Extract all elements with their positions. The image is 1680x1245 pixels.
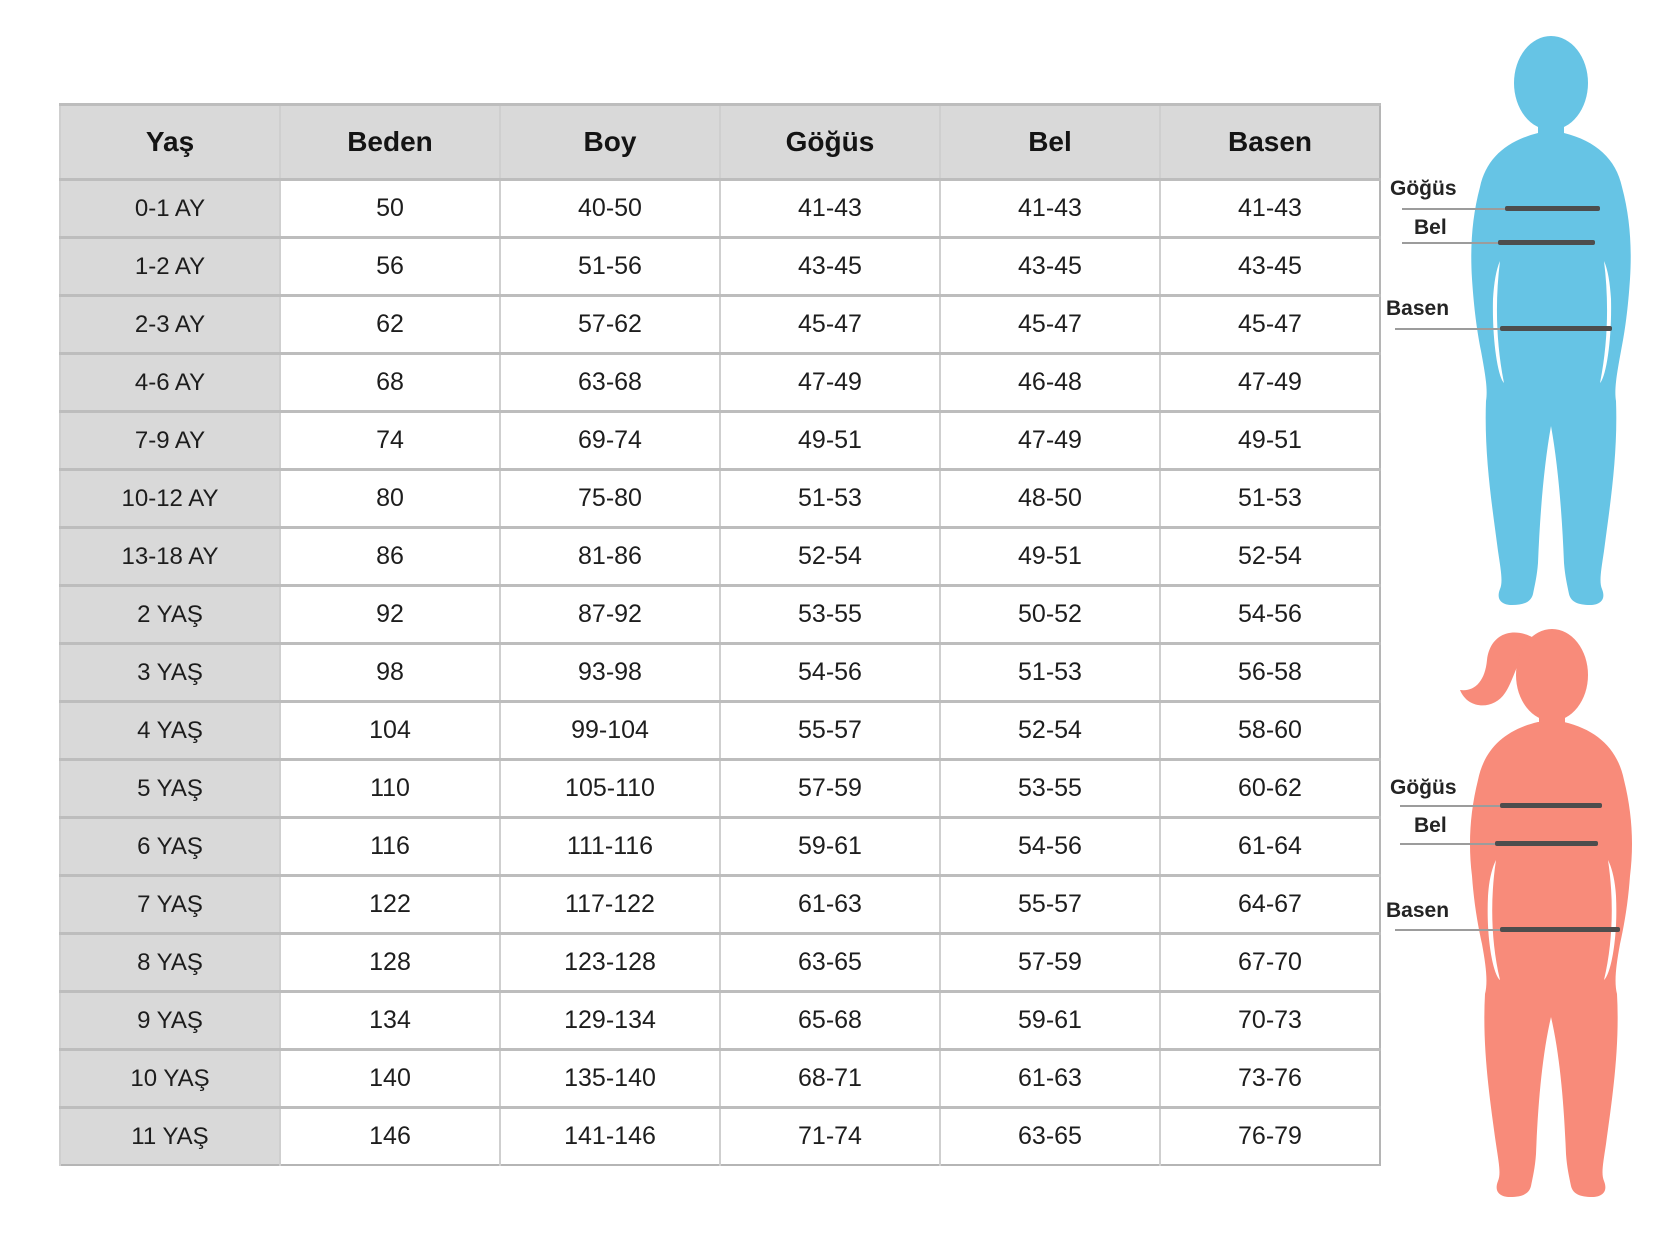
value-cell: 61-63 [940, 1050, 1160, 1108]
value-cell: 56 [280, 238, 500, 296]
value-cell: 49-51 [1160, 412, 1380, 470]
row-label-cell: 3 YAŞ [60, 644, 280, 702]
boy-chest-label: Göğüs [1390, 177, 1457, 200]
value-cell: 116 [280, 818, 500, 876]
value-cell: 49-51 [940, 528, 1160, 586]
value-cell: 55-57 [720, 702, 940, 760]
row-label-cell: 6 YAŞ [60, 818, 280, 876]
value-cell: 51-56 [500, 238, 720, 296]
value-cell: 52-54 [940, 702, 1160, 760]
girl-waist-measure-line [1495, 841, 1598, 846]
value-cell: 57-59 [720, 760, 940, 818]
value-cell: 110 [280, 760, 500, 818]
value-cell: 80 [280, 470, 500, 528]
column-header-2: Beden [280, 105, 500, 180]
value-cell: 54-56 [1160, 586, 1380, 644]
value-cell: 52-54 [1160, 528, 1380, 586]
table-row [60, 876, 1380, 934]
value-cell: 50 [280, 180, 500, 238]
value-cell: 75-80 [500, 470, 720, 528]
value-cell: 51-53 [720, 470, 940, 528]
row-label-cell: 4 YAŞ [60, 702, 280, 760]
boy-figure [1380, 33, 1680, 617]
girl-hip-leader-line [1395, 929, 1500, 931]
value-cell: 71-74 [720, 1108, 940, 1166]
boy-waist-leader-line [1402, 242, 1498, 244]
value-cell: 70-73 [1160, 992, 1380, 1050]
value-cell: 43-45 [940, 238, 1160, 296]
value-cell: 64-67 [1160, 876, 1380, 934]
boy-silhouette [1440, 33, 1665, 615]
value-cell: 45-47 [1160, 296, 1380, 354]
boy-chest-measure-line [1505, 206, 1600, 211]
value-cell: 51-53 [940, 644, 1160, 702]
value-cell: 60-62 [1160, 760, 1380, 818]
column-header-4: Göğüs [720, 105, 940, 180]
boy-waist-measure-line [1498, 240, 1595, 245]
value-cell: 99-104 [500, 702, 720, 760]
row-label-cell: 5 YAŞ [60, 760, 280, 818]
row-label-cell: 11 YAŞ [60, 1108, 280, 1166]
value-cell: 104 [280, 702, 500, 760]
value-cell: 53-55 [940, 760, 1160, 818]
value-cell: 61-63 [720, 876, 940, 934]
value-cell: 50-52 [940, 586, 1160, 644]
value-cell: 69-74 [500, 412, 720, 470]
value-cell: 41-43 [720, 180, 940, 238]
value-cell: 47-49 [1160, 354, 1380, 412]
value-cell: 63-65 [940, 1108, 1160, 1166]
value-cell: 53-55 [720, 586, 940, 644]
table-row [60, 1108, 1380, 1166]
girl-hip-label: Basen [1386, 899, 1450, 922]
value-cell: 47-49 [940, 412, 1160, 470]
row-label-cell: 9 YAŞ [60, 992, 280, 1050]
value-cell: 58-60 [1160, 702, 1380, 760]
value-cell: 57-59 [940, 934, 1160, 992]
row-label-cell: 0-1 AY [60, 180, 280, 238]
value-cell: 128 [280, 934, 500, 992]
table-row [60, 818, 1380, 876]
value-cell: 59-61 [940, 992, 1160, 1050]
boy-body [1471, 133, 1630, 605]
girl-chest-measure-line [1500, 803, 1602, 808]
value-cell: 46-48 [940, 354, 1160, 412]
value-cell: 63-68 [500, 354, 720, 412]
value-cell: 43-45 [720, 238, 940, 296]
table-row [60, 412, 1380, 470]
girl-chest-leader-line [1400, 805, 1500, 807]
boy-chest-leader-line [1402, 208, 1505, 210]
row-label-cell: 4-6 AY [60, 354, 280, 412]
table-row [60, 644, 1380, 702]
value-cell: 134 [280, 992, 500, 1050]
girl-figure [1380, 620, 1680, 1212]
row-label-cell: 1-2 AY [60, 238, 280, 296]
value-cell: 41-43 [940, 180, 1160, 238]
value-cell: 98 [280, 644, 500, 702]
table-row [60, 354, 1380, 412]
value-cell: 87-92 [500, 586, 720, 644]
value-cell: 74 [280, 412, 500, 470]
row-label-cell: 8 YAŞ [60, 934, 280, 992]
value-cell: 43-45 [1160, 238, 1380, 296]
value-cell: 59-61 [720, 818, 940, 876]
column-header-5: Bel [940, 105, 1160, 180]
row-label-cell: 2-3 AY [60, 296, 280, 354]
girl-waist-leader-line [1400, 843, 1495, 845]
value-cell: 117-122 [500, 876, 720, 934]
column-header-1: Yaş [60, 105, 280, 180]
value-cell: 76-79 [1160, 1108, 1380, 1166]
table-row [60, 296, 1380, 354]
table-row [60, 180, 1380, 238]
size-chart-header [60, 105, 1380, 180]
value-cell: 123-128 [500, 934, 720, 992]
value-cell: 45-47 [940, 296, 1160, 354]
table-row [60, 586, 1380, 644]
value-cell: 68 [280, 354, 500, 412]
value-cell: 41-43 [1160, 180, 1380, 238]
boy-hip-measure-line [1500, 326, 1612, 331]
value-cell: 86 [280, 528, 500, 586]
value-cell: 92 [280, 586, 500, 644]
value-cell: 67-70 [1160, 934, 1380, 992]
value-cell: 65-68 [720, 992, 940, 1050]
table-row [60, 470, 1380, 528]
value-cell: 48-50 [940, 470, 1160, 528]
value-cell: 47-49 [720, 354, 940, 412]
value-cell: 122 [280, 876, 500, 934]
girl-waist-label: Bel [1414, 814, 1447, 837]
value-cell: 54-56 [940, 818, 1160, 876]
value-cell: 52-54 [720, 528, 940, 586]
table-row [60, 528, 1380, 586]
column-header-6: Basen [1160, 105, 1380, 180]
value-cell: 57-62 [500, 296, 720, 354]
table-row [60, 992, 1380, 1050]
table-row [60, 702, 1380, 760]
table-row [60, 1050, 1380, 1108]
row-label-cell: 7 YAŞ [60, 876, 280, 934]
size-chart-body [60, 180, 1380, 1166]
value-cell: 81-86 [500, 528, 720, 586]
value-cell: 146 [280, 1108, 500, 1166]
boy-waist-label: Bel [1414, 216, 1447, 239]
value-cell: 54-56 [720, 644, 940, 702]
row-label-cell: 10-12 AY [60, 470, 280, 528]
header-row [60, 105, 1380, 180]
value-cell: 51-53 [1160, 470, 1380, 528]
size-chart-table [59, 103, 1381, 1166]
value-cell: 135-140 [500, 1050, 720, 1108]
value-cell: 111-116 [500, 818, 720, 876]
boy-hip-label: Basen [1386, 297, 1450, 320]
value-cell: 62 [280, 296, 500, 354]
value-cell: 55-57 [940, 876, 1160, 934]
row-label-cell: 13-18 AY [60, 528, 280, 586]
value-cell: 56-58 [1160, 644, 1380, 702]
value-cell: 61-64 [1160, 818, 1380, 876]
value-cell: 68-71 [720, 1050, 940, 1108]
value-cell: 45-47 [720, 296, 940, 354]
value-cell: 63-65 [720, 934, 940, 992]
girl-chest-label: Göğüs [1390, 776, 1457, 799]
girl-silhouette [1430, 620, 1672, 1210]
table-row [60, 760, 1380, 818]
row-label-cell: 2 YAŞ [60, 586, 280, 644]
value-cell: 129-134 [500, 992, 720, 1050]
value-cell: 141-146 [500, 1108, 720, 1166]
girl-hip-measure-line [1500, 927, 1620, 932]
value-cell: 40-50 [500, 180, 720, 238]
boy-hip-leader-line [1395, 328, 1500, 330]
row-label-cell: 7-9 AY [60, 412, 280, 470]
value-cell: 105-110 [500, 760, 720, 818]
table-row [60, 934, 1380, 992]
value-cell: 49-51 [720, 412, 940, 470]
value-cell: 93-98 [500, 644, 720, 702]
table-row [60, 238, 1380, 296]
value-cell: 73-76 [1160, 1050, 1380, 1108]
value-cell: 140 [280, 1050, 500, 1108]
row-label-cell: 10 YAŞ [60, 1050, 280, 1108]
column-header-3: Boy [500, 105, 720, 180]
